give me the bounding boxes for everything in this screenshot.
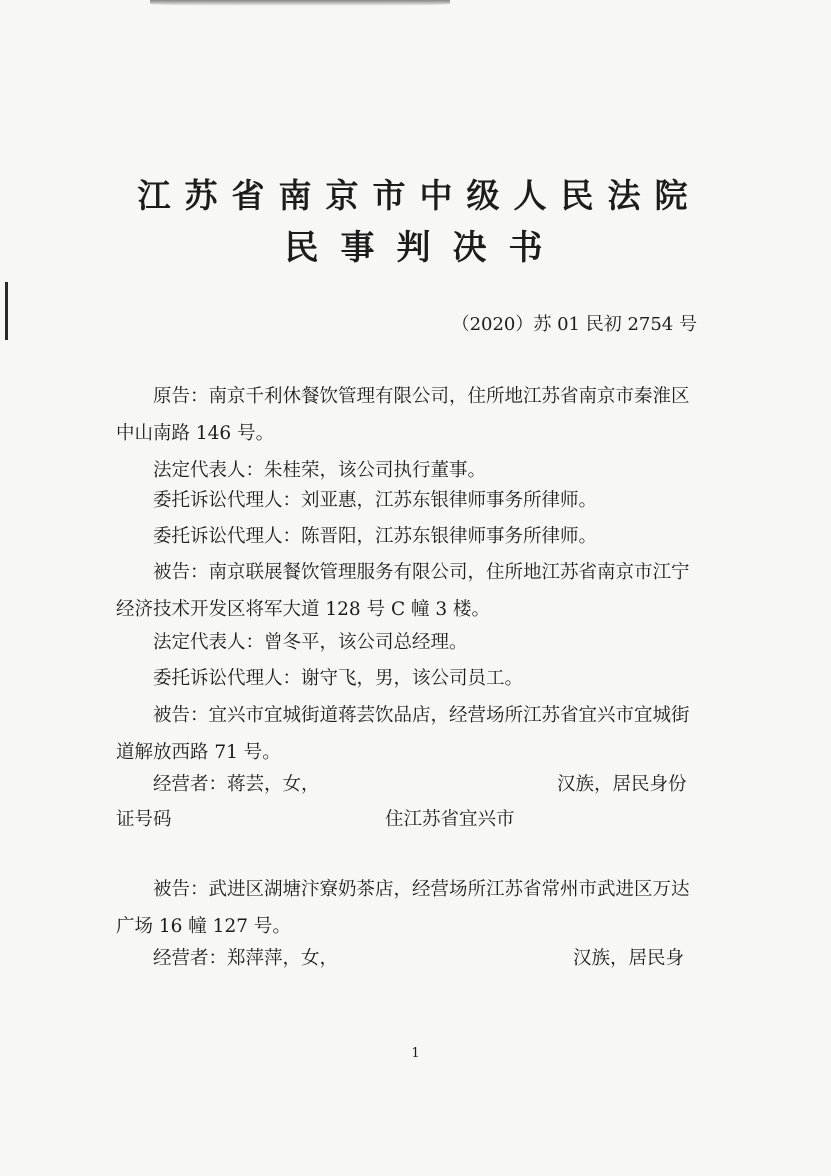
defendant-1-legal-rep: 法定代表人：曾冬平，该公司总经理。: [153, 632, 468, 653]
defendant-3-operator: 经营者：郑萍萍，女，: [153, 948, 339, 969]
defendant-2-residence: 住江苏省宜兴市: [385, 809, 515, 830]
scan-shadow: [150, 0, 450, 6]
defendant-1-agent: 委托诉讼代理人：谢守飞，男，该公司员工。: [153, 668, 524, 689]
document-type-title: 民事判决书: [284, 228, 565, 268]
defendant-3-paragraph: 被告：武进区湖塘汴寮奶茶店，经营场所江苏省常州市武进区万达广场 16 幢 127 号。: [116, 879, 690, 937]
defendant-2-id-label: 证号码: [116, 809, 172, 830]
plaintiff-paragraph: 原告：南京千利休餐饮管理有限公司，住所地江苏省南京市秦淮区中山南路 146 号。: [116, 386, 690, 444]
plaintiff-agent-1: 委托诉讼代理人：刘亚惠，江苏东银律师事务所律师。: [153, 490, 598, 511]
plaintiff-legal-rep: 法定代表人：朱桂荣，该公司执行董事。: [153, 460, 487, 481]
defendant-3-ethnicity: 汉族，居民身: [573, 948, 685, 969]
defendant-1-paragraph: 被告：南京联展餐饮管理服务有限公司，住所地江苏省南京市江宁经济技术开发区将军大道 128 号 C 幢 3 楼。: [116, 562, 690, 620]
margin-mark: [5, 282, 8, 340]
case-number: （2020）苏 01 民初 2754 号: [451, 314, 697, 335]
defendant-2-operator: 经营者：蒋芸，女，: [153, 774, 320, 795]
defendant-2-paragraph: 被告：宜兴市宜城街道蒋芸饮品店，经营场所江苏省宜兴市宜城街道解放西路 71 号。: [116, 705, 690, 763]
page-number: 1: [411, 1046, 420, 1061]
defendant-2-ethnicity: 汉族，居民身份: [557, 774, 687, 795]
plaintiff-agent-2: 委托诉讼代理人：陈晋阳，江苏东银律师事务所律师。: [153, 526, 598, 547]
court-title: 江苏省南京市中级人民法院: [137, 176, 702, 215]
